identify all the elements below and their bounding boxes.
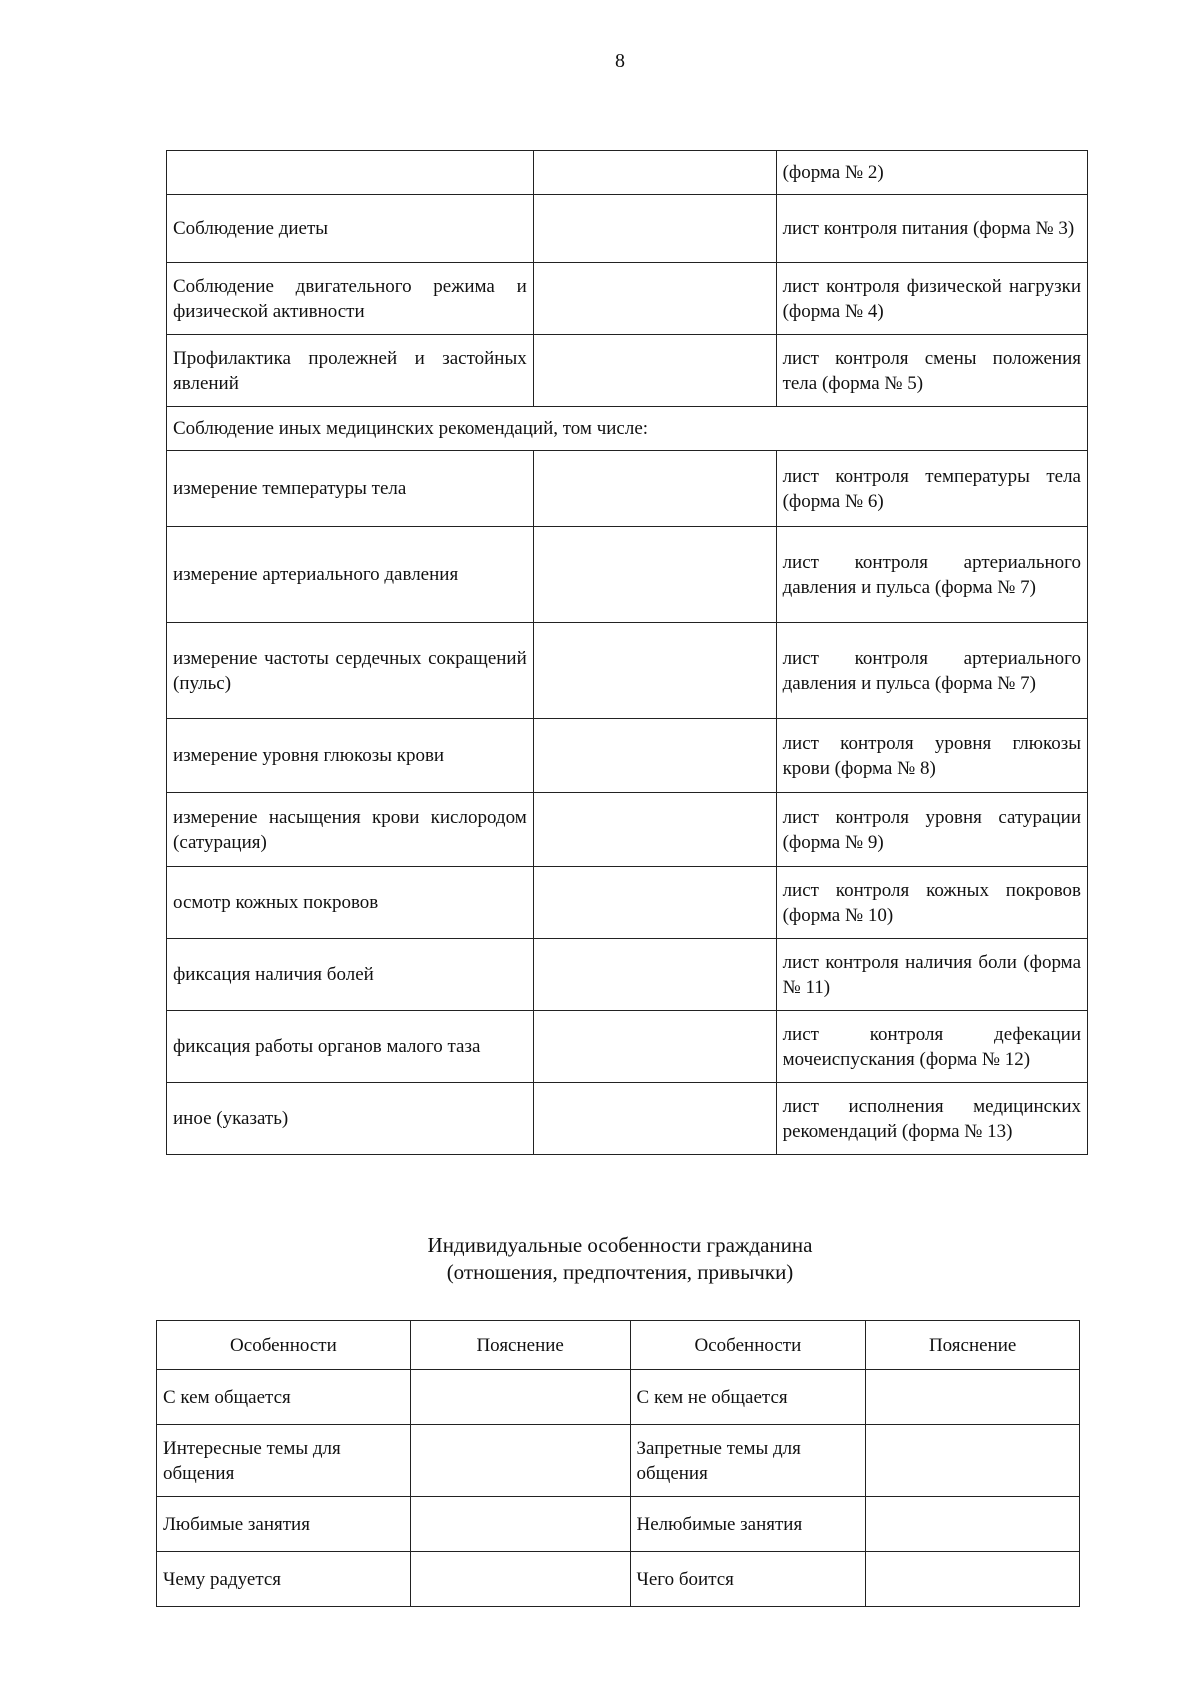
explanation-cell xyxy=(410,1370,630,1425)
heading-line-2: (отношения, предпочтения, привычки) xyxy=(446,1260,794,1284)
explanation-cell xyxy=(866,1552,1080,1607)
form-cell: лист контроля наличия боли (форма № 11) xyxy=(776,939,1087,1011)
table-row xyxy=(157,1425,1080,1497)
task-cell: измерение температуры тела xyxy=(167,451,534,527)
table-row xyxy=(167,335,1088,407)
feature-cell: Любимые занятия xyxy=(157,1497,411,1552)
feature-cell: Запретные темы для общения xyxy=(630,1425,866,1497)
column-header: Особенности xyxy=(157,1321,411,1370)
page-number: 8 xyxy=(615,50,625,72)
form-cell: лист контроля уровня сатурации (форма № 9) xyxy=(776,793,1087,867)
task-cell xyxy=(167,151,534,195)
note-cell xyxy=(533,335,776,407)
table-row xyxy=(167,867,1088,939)
table-row xyxy=(167,151,1088,195)
column-header: Пояснение xyxy=(866,1321,1080,1370)
note-cell xyxy=(533,719,776,793)
table-row xyxy=(157,1497,1080,1552)
form-cell: (форма № 2) xyxy=(776,151,1087,195)
task-cell: измерение частоты сердечных сокращений (пульс) xyxy=(167,623,534,719)
form-cell: лист исполнения медицинских рекомендаций (форма № 13) xyxy=(776,1083,1087,1155)
task-cell: измерение артериального давления xyxy=(167,527,534,623)
form-cell: лист контроля уровня глюкозы крови (форма № 8) xyxy=(776,719,1087,793)
table-row xyxy=(167,195,1088,263)
table-row xyxy=(167,1011,1088,1083)
table-row xyxy=(167,1083,1088,1155)
header-row xyxy=(157,1321,1080,1370)
table-row xyxy=(167,793,1088,867)
task-cell: измерение уровня глюкозы крови xyxy=(167,719,534,793)
note-cell xyxy=(533,867,776,939)
explanation-cell xyxy=(866,1425,1080,1497)
form-cell: лист контроля артериального давления и пульса (форма № 7) xyxy=(776,623,1087,719)
note-cell xyxy=(533,263,776,335)
table-row xyxy=(167,263,1088,335)
explanation-cell xyxy=(410,1552,630,1607)
feature-cell: С кем не общается xyxy=(630,1370,866,1425)
form-cell: лист контроля питания (форма № 3) xyxy=(776,195,1087,263)
note-cell xyxy=(533,527,776,623)
feature-cell: Чему радуется xyxy=(157,1552,411,1607)
feature-cell: Интересные темы для общения xyxy=(157,1425,411,1497)
table-row xyxy=(157,1552,1080,1607)
explanation-cell xyxy=(866,1370,1080,1425)
note-cell xyxy=(533,1011,776,1083)
table-row xyxy=(167,623,1088,719)
task-cell: измерение насыщения крови кислородом (сатурация) xyxy=(167,793,534,867)
table-row xyxy=(157,1370,1080,1425)
note-cell xyxy=(533,451,776,527)
note-cell xyxy=(533,195,776,263)
task-cell: осмотр кожных покровов xyxy=(167,867,534,939)
task-cell: фиксация наличия болей xyxy=(167,939,534,1011)
form-cell: лист контроля смены положения тела (форма № 5) xyxy=(776,335,1087,407)
explanation-cell xyxy=(866,1497,1080,1552)
table-row xyxy=(167,939,1088,1011)
explanation-cell xyxy=(410,1497,630,1552)
feature-cell: Чего боится xyxy=(630,1552,866,1607)
task-cell: Соблюдение двигательного режима и физической активности xyxy=(167,263,534,335)
section-row xyxy=(167,407,1088,451)
care-recommendations-table xyxy=(166,150,1088,1155)
task-cell: Профилактика пролежней и застойных явлений xyxy=(167,335,534,407)
note-cell xyxy=(533,939,776,1011)
form-cell: лист контроля температуры тела (форма № 6) xyxy=(776,451,1087,527)
table-row xyxy=(167,451,1088,527)
column-header: Особенности xyxy=(630,1321,866,1370)
section-label: Соблюдение иных медицинских рекомендаций, том числе: xyxy=(167,407,1088,451)
note-cell xyxy=(533,151,776,195)
form-cell: лист контроля физической нагрузки (форма № 4) xyxy=(776,263,1087,335)
task-cell: иное (указать) xyxy=(167,1083,534,1155)
form-cell: лист контроля артериального давления и пульса (форма № 7) xyxy=(776,527,1087,623)
form-cell: лист контроля дефекации мочеиспускания (форма № 12) xyxy=(776,1011,1087,1083)
task-cell: фиксация работы органов малого таза xyxy=(167,1011,534,1083)
form-cell: лист контроля кожных покровов (форма № 10) xyxy=(776,867,1087,939)
column-header: Пояснение xyxy=(410,1321,630,1370)
table-row xyxy=(167,719,1088,793)
note-cell xyxy=(533,623,776,719)
individual-features-table xyxy=(156,1320,1080,1607)
task-cell: Соблюдение диеты xyxy=(167,195,534,263)
table-row xyxy=(167,527,1088,623)
section-heading xyxy=(0,1232,1200,1286)
heading-line-1: Индивидуальные особенности гражданина xyxy=(427,1233,813,1257)
note-cell xyxy=(533,1083,776,1155)
feature-cell: Нелюбимые занятия xyxy=(630,1497,866,1552)
note-cell xyxy=(533,793,776,867)
explanation-cell xyxy=(410,1425,630,1497)
feature-cell: С кем общается xyxy=(157,1370,411,1425)
